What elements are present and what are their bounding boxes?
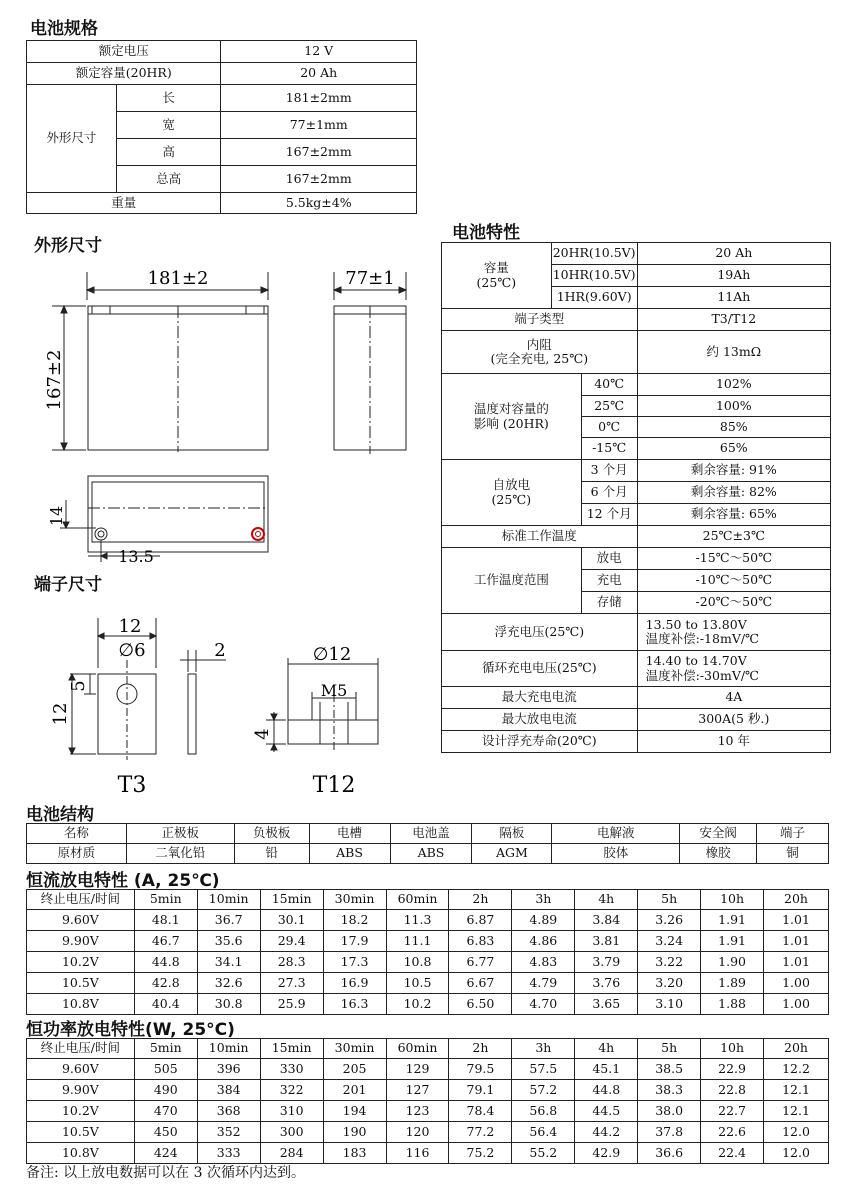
table-row: [27, 994, 829, 1015]
current-cell: 4.86: [512, 931, 575, 952]
structure-header-cell: 隔板: [472, 824, 552, 844]
power-cell: 300: [260, 1122, 323, 1143]
current-title: 恒流放电特性 (A, 25℃): [26, 871, 220, 891]
power-header-cell: 3h: [512, 1039, 575, 1059]
t3-label: T3: [117, 773, 147, 798]
current-header-row: [27, 890, 829, 910]
current-cell: 28.3: [260, 952, 323, 973]
current-header-cell: 2h: [449, 890, 512, 910]
char-cond: 20HR(10.5V): [551, 243, 637, 265]
power-header-cell: 5min: [134, 1039, 197, 1059]
spec-value: 77±1mm: [221, 112, 417, 139]
length-dimension: 181±2: [147, 268, 209, 289]
spec-value: 12 V: [221, 41, 417, 63]
current-cell: 3.10: [638, 994, 701, 1015]
char-row: [442, 526, 831, 548]
spec-value: 167±2mm: [221, 139, 417, 166]
char-value: 102%: [637, 374, 830, 396]
power-header-row: [27, 1039, 829, 1059]
power-cell: 352: [197, 1122, 260, 1143]
table-row: [27, 910, 829, 931]
resistance-label-2: (完全充电, 25℃): [490, 351, 589, 366]
spec-value: 20 Ah: [221, 63, 417, 85]
power-cell: 38.0: [638, 1101, 701, 1122]
spec-label: 长: [116, 85, 221, 112]
footnote: 备注: 以上放电数据可以在 3 次循环内达到。: [26, 1165, 305, 1181]
t3-thick-dim: 2: [214, 640, 226, 661]
power-cell: 368: [197, 1101, 260, 1122]
power-cell: 55.2: [512, 1143, 575, 1164]
capacity-label-text: 容量: [483, 260, 509, 276]
power-cell: 333: [197, 1143, 260, 1164]
char-cond: 10HR(10.5V): [551, 265, 637, 287]
spec-label: 总高: [116, 166, 221, 193]
power-header-cell: 30min: [323, 1039, 386, 1059]
char-value: T3/T12: [637, 309, 830, 331]
power-cell: 12.2: [764, 1059, 829, 1080]
current-cell: 4.70: [512, 994, 575, 1015]
power-header-cell: 10h: [701, 1039, 764, 1059]
power-cell: 37.8: [638, 1122, 701, 1143]
current-cell: 1.01: [764, 910, 829, 931]
current-cell: 3.65: [575, 994, 638, 1015]
current-cell: 11.3: [386, 910, 449, 931]
spec-label: 重量: [27, 193, 221, 214]
power-cell: 38.5: [638, 1059, 701, 1080]
current-cell: 10.2: [386, 994, 449, 1015]
power-cell: 310: [260, 1101, 323, 1122]
power-cell: 56.4: [512, 1122, 575, 1143]
temp-effect-label-1: 温度对容量的: [473, 401, 549, 417]
char-value: 约 13mΩ: [637, 331, 830, 374]
power-cell: 22.7: [701, 1101, 764, 1122]
op-temp-label: 工作温度范围: [442, 548, 582, 614]
height-dimension: 167±2: [44, 349, 65, 411]
terminal-title: 端子尺寸: [34, 575, 102, 595]
power-cell: 12.1: [764, 1080, 829, 1101]
power-cell: 12.0: [764, 1122, 829, 1143]
char-label: 标准工作温度: [442, 526, 638, 548]
char-value: 剩余容量: 82%: [637, 482, 830, 504]
spec-row-capacity: [27, 63, 417, 85]
current-cell: 48.1: [134, 910, 197, 931]
char-cond: 1HR(9.60V): [551, 287, 637, 309]
current-header-cell: 10h: [701, 890, 764, 910]
current-cell: 35.6: [197, 931, 260, 952]
power-cell: 127: [386, 1080, 449, 1101]
table-row: [27, 973, 829, 994]
char-cond: 3 个月: [581, 460, 637, 482]
char-table: [441, 242, 831, 753]
current-table: [26, 889, 829, 1015]
power-cell: 322: [260, 1080, 323, 1101]
self-label-1: 自放电: [492, 477, 531, 493]
char-value: 11Ah: [637, 287, 830, 309]
float-v2: 温度补偿:-18mV/℃: [645, 631, 760, 646]
power-cell: 490: [134, 1080, 197, 1101]
power-cell: 194: [323, 1101, 386, 1122]
structure-cell: 铅: [234, 844, 309, 864]
table-row: [27, 1080, 829, 1101]
char-cond: 25℃: [581, 396, 637, 417]
power-cell: 129: [386, 1059, 449, 1080]
table-row: [27, 1059, 829, 1080]
temp-effect-label-2: 影响 (20HR): [473, 415, 549, 431]
char-label: 循环充电电压(25℃): [442, 651, 638, 687]
current-cell: 4.83: [512, 952, 575, 973]
current-header-cell: 3h: [512, 890, 575, 910]
structure-header-cell: 安全阀: [680, 824, 757, 844]
outline-title: 外形尺寸: [34, 236, 102, 256]
structure-header-cell: 电槽: [309, 824, 390, 844]
power-cell: 57.2: [512, 1080, 575, 1101]
current-cell: 1.01: [764, 931, 829, 952]
power-cell: 77.2: [449, 1122, 512, 1143]
structure-header-cell: 端子: [757, 824, 829, 844]
current-cell: 3.76: [575, 973, 638, 994]
power-cell: 44.5: [575, 1101, 638, 1122]
front-view-drawing: [40, 262, 280, 462]
float-v1: 13.50 to 13.80V: [645, 616, 747, 632]
power-cell: 284: [260, 1143, 323, 1164]
current-cell: 30.8: [197, 994, 260, 1015]
current-cell: 18.2: [323, 910, 386, 931]
current-cell: 10.5V: [27, 973, 135, 994]
power-cell: 384: [197, 1080, 260, 1101]
cycle-value: [637, 651, 830, 687]
top-dim-14: 14: [47, 505, 66, 527]
structure-header-cell: 名称: [27, 824, 127, 844]
current-cell: 1.90: [701, 952, 764, 973]
char-cond: 40℃: [581, 374, 637, 396]
t12-label: T12: [312, 773, 356, 798]
table-row: [27, 1143, 829, 1164]
power-cell: 470: [134, 1101, 197, 1122]
resistance-label-1: 内阻: [526, 336, 552, 352]
char-cond: 6 个月: [581, 482, 637, 504]
spec-row-dim: [27, 85, 417, 112]
current-cell: 3.84: [575, 910, 638, 931]
top-dim-13-5: 13.5: [118, 547, 154, 566]
current-cell: 1.00: [764, 973, 829, 994]
current-cell: 30.1: [260, 910, 323, 931]
current-cell: 44.8: [134, 952, 197, 973]
char-row: [442, 460, 831, 482]
current-cell: 1.91: [701, 931, 764, 952]
spec-value: 5.5kg±4%: [221, 193, 417, 214]
structure-table: [26, 823, 829, 864]
current-cell: 3.20: [638, 973, 701, 994]
power-header-cell: 2h: [449, 1039, 512, 1059]
current-cell: 1.01: [764, 952, 829, 973]
power-table: [26, 1038, 829, 1164]
current-cell: 10.8: [386, 952, 449, 973]
self-discharge-label: [442, 460, 582, 526]
current-cell: 46.7: [134, 931, 197, 952]
char-value: 85%: [637, 417, 830, 438]
char-row: [442, 731, 831, 753]
current-cell: 6.67: [449, 973, 512, 994]
power-cell: 79.5: [449, 1059, 512, 1080]
structure-material-row: [27, 844, 829, 864]
char-value: 25℃±3℃: [637, 526, 830, 548]
table-row: [27, 952, 829, 973]
current-cell: 1.91: [701, 910, 764, 931]
current-cell: 10.8V: [27, 994, 135, 1015]
char-cond: -15℃: [581, 438, 637, 460]
power-cell: 12.0: [764, 1143, 829, 1164]
char-value: 19Ah: [637, 265, 830, 287]
char-row: [442, 243, 831, 265]
spec-value: 181±2mm: [221, 85, 417, 112]
power-header-cell: 20h: [764, 1039, 829, 1059]
structure-cell: 铜: [757, 844, 829, 864]
power-cell: 22.6: [701, 1122, 764, 1143]
power-cell: 12.1: [764, 1101, 829, 1122]
self-label-2: (25℃): [491, 491, 532, 507]
spec-table: [26, 40, 417, 214]
t3-width-dim: 12: [118, 616, 142, 637]
power-cell: 123: [386, 1101, 449, 1122]
current-cell: 40.4: [134, 994, 197, 1015]
power-cell: 22.9: [701, 1059, 764, 1080]
power-cell: 38.3: [638, 1080, 701, 1101]
power-cell: 45.1: [575, 1059, 638, 1080]
power-cell: 10.2V: [27, 1101, 135, 1122]
spec-label: 额定容量(20HR): [27, 63, 221, 85]
structure-header-cell: 电池盖: [390, 824, 472, 844]
power-cell: 201: [323, 1080, 386, 1101]
char-value: -20℃～50℃: [637, 592, 830, 614]
resistance-label: [442, 331, 638, 374]
power-cell: 10.5V: [27, 1122, 135, 1143]
current-cell: 29.4: [260, 931, 323, 952]
char-label: 端子类型: [442, 309, 638, 331]
power-cell: 44.2: [575, 1122, 638, 1143]
power-cell: 450: [134, 1122, 197, 1143]
power-cell: 205: [323, 1059, 386, 1080]
current-cell: 10.5: [386, 973, 449, 994]
current-cell: 1.88: [701, 994, 764, 1015]
char-row: [442, 614, 831, 651]
structure-header-cell: 负极板: [234, 824, 309, 844]
current-cell: 3.81: [575, 931, 638, 952]
power-cell: 183: [323, 1143, 386, 1164]
structure-title: 电池结构: [26, 805, 94, 825]
spec-label: 高: [116, 139, 221, 166]
temp-effect-label: [442, 374, 582, 460]
structure-cell: 原材质: [27, 844, 127, 864]
current-header-cell: 20h: [764, 890, 829, 910]
power-header-cell: 10min: [197, 1039, 260, 1059]
char-cond: 存储: [581, 592, 637, 614]
char-value: 10 年: [637, 731, 830, 753]
spec-row-voltage: [27, 41, 417, 63]
current-cell: 42.8: [134, 973, 197, 994]
char-row: [442, 548, 831, 570]
current-cell: 9.90V: [27, 931, 135, 952]
structure-cell: 二氧化铅: [126, 844, 234, 864]
t3-hole-dim: ∅6: [118, 640, 146, 661]
current-header-cell: 5min: [134, 890, 197, 910]
char-value: 65%: [637, 438, 830, 460]
power-header-cell: 60min: [386, 1039, 449, 1059]
current-cell: 27.3: [260, 973, 323, 994]
power-cell: 42.9: [575, 1143, 638, 1164]
top-view-drawing: [40, 470, 280, 570]
t12-height-dim: 4: [252, 728, 273, 740]
power-title: 恒功率放电特性(W, 25°C): [26, 1020, 235, 1040]
char-label: 浮充电压(25℃): [442, 614, 638, 651]
current-cell: 11.1: [386, 931, 449, 952]
char-label: 设计浮充寿命(20℃): [442, 731, 638, 753]
cycle-v2: 温度补偿:-30mV/℃: [645, 667, 760, 683]
spec-label: 额定电压: [27, 41, 221, 63]
table-row: [27, 1122, 829, 1143]
table-row: [27, 1101, 829, 1122]
power-cell: 22.4: [701, 1143, 764, 1164]
char-value: 4A: [637, 687, 830, 709]
char-title: 电池特性: [452, 223, 520, 243]
char-value: 剩余容量: 91%: [637, 460, 830, 482]
char-row: [442, 309, 831, 331]
structure-cell: ABS: [309, 844, 390, 864]
char-row: [442, 687, 831, 709]
char-cond: 放电: [581, 548, 637, 570]
power-cell: 36.6: [638, 1143, 701, 1164]
spec-label: 宽: [116, 112, 221, 139]
power-cell: 44.8: [575, 1080, 638, 1101]
current-cell: 1.89: [701, 973, 764, 994]
char-row: [442, 709, 831, 731]
char-row: [442, 374, 831, 396]
power-header-cell: 15min: [260, 1039, 323, 1059]
current-header-cell: 60min: [386, 890, 449, 910]
char-label: 最大充电电流: [442, 687, 638, 709]
table-row: [27, 931, 829, 952]
power-cell: 57.5: [512, 1059, 575, 1080]
current-cell: 10.2V: [27, 952, 135, 973]
char-value: 100%: [637, 396, 830, 417]
t12-dia-dim: ∅12: [312, 644, 352, 665]
current-cell: 32.6: [197, 973, 260, 994]
power-cell: 75.2: [449, 1143, 512, 1164]
cycle-v1: 14.40 to 14.70V: [645, 653, 747, 669]
current-header-cell: 30min: [323, 890, 386, 910]
t12-bolt-dim: M5: [320, 681, 348, 700]
current-cell: 17.9: [323, 931, 386, 952]
structure-cell: 胶体: [552, 844, 680, 864]
current-cell: 1.00: [764, 994, 829, 1015]
char-value: 剩余容量: 65%: [637, 504, 830, 526]
power-cell: 56.8: [512, 1101, 575, 1122]
power-cell: 9.60V: [27, 1059, 135, 1080]
char-value: -10℃～50℃: [637, 570, 830, 592]
power-header-cell: 终止电压/时间: [27, 1039, 135, 1059]
current-header-cell: 15min: [260, 890, 323, 910]
char-value: 20 Ah: [637, 243, 830, 265]
power-cell: 505: [134, 1059, 197, 1080]
current-cell: 4.89: [512, 910, 575, 931]
current-cell: 4.79: [512, 973, 575, 994]
width-dimension: 77±1: [345, 268, 395, 289]
current-cell: 3.79: [575, 952, 638, 973]
current-cell: 34.1: [197, 952, 260, 973]
t12-terminal-drawing: [248, 640, 408, 800]
current-cell: 3.24: [638, 931, 701, 952]
structure-header-cell: 正极板: [126, 824, 234, 844]
char-row: [442, 651, 831, 687]
structure-cell: AGM: [472, 844, 552, 864]
char-row: [442, 331, 831, 374]
spec-value: 167±2mm: [221, 166, 417, 193]
t3-terminal-drawing: [40, 610, 260, 800]
char-label: 最大放电电流: [442, 709, 638, 731]
power-header-cell: 4h: [575, 1039, 638, 1059]
current-header-cell: 10min: [197, 890, 260, 910]
power-cell: 120: [386, 1122, 449, 1143]
structure-header-cell: 电解液: [552, 824, 680, 844]
current-cell: 17.3: [323, 952, 386, 973]
power-cell: 10.8V: [27, 1143, 135, 1164]
current-header-cell: 4h: [575, 890, 638, 910]
float-value: [637, 614, 830, 651]
current-cell: 6.50: [449, 994, 512, 1015]
current-cell: 25.9: [260, 994, 323, 1015]
power-cell: 190: [323, 1122, 386, 1143]
power-cell: 78.4: [449, 1101, 512, 1122]
current-header-cell: 5h: [638, 890, 701, 910]
current-cell: 6.87: [449, 910, 512, 931]
t3-offset-dim: 5: [68, 680, 89, 692]
spec-row-weight: [27, 193, 417, 214]
char-value: -15℃～50℃: [637, 548, 830, 570]
current-cell: 6.77: [449, 952, 512, 973]
current-header-cell: 终止电压/时间: [27, 890, 135, 910]
structure-cell: ABS: [390, 844, 472, 864]
current-cell: 3.22: [638, 952, 701, 973]
current-cell: 9.60V: [27, 910, 135, 931]
power-cell: 22.8: [701, 1080, 764, 1101]
power-cell: 9.90V: [27, 1080, 135, 1101]
char-cond: 0℃: [581, 417, 637, 438]
power-cell: 79.1: [449, 1080, 512, 1101]
structure-cell: 橡胶: [680, 844, 757, 864]
spec-title: 电池规格: [30, 19, 98, 39]
power-cell: 116: [386, 1143, 449, 1164]
power-header-cell: 5h: [638, 1039, 701, 1059]
char-value: 300A(5 秒.): [637, 709, 830, 731]
current-cell: 16.3: [323, 994, 386, 1015]
t3-height-dim: 12: [50, 702, 71, 726]
char-cond: 12 个月: [581, 504, 637, 526]
capacity-temp-text: (25℃): [476, 274, 517, 290]
power-cell: 396: [197, 1059, 260, 1080]
capacity-label: [442, 243, 552, 309]
side-view-drawing: [326, 262, 416, 462]
current-cell: 36.7: [197, 910, 260, 931]
power-cell: 330: [260, 1059, 323, 1080]
current-cell: 6.83: [449, 931, 512, 952]
current-cell: 16.9: [323, 973, 386, 994]
current-cell: 3.26: [638, 910, 701, 931]
spec-dims-label: 外形尺寸: [27, 85, 117, 193]
char-cond: 充电: [581, 570, 637, 592]
structure-header-row: [27, 824, 829, 844]
power-cell: 424: [134, 1143, 197, 1164]
